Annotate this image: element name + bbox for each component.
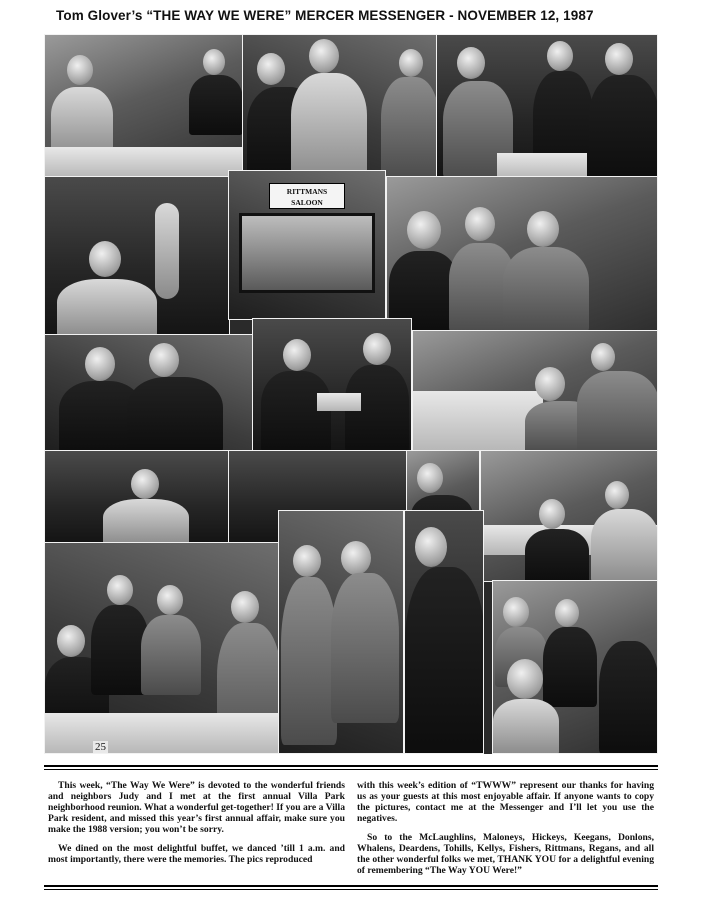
person-body xyxy=(591,509,658,582)
person-head xyxy=(231,591,259,623)
person-head xyxy=(591,343,615,371)
person-head xyxy=(457,47,485,79)
saloon-sign xyxy=(269,183,345,209)
papers xyxy=(317,393,361,411)
person-head xyxy=(417,463,443,493)
person-body xyxy=(57,279,157,336)
saloon-sign-line1: RITTMANS xyxy=(286,187,328,196)
person-head xyxy=(399,49,423,77)
article-column-left xyxy=(48,780,345,876)
photo-seated-group xyxy=(44,542,280,754)
table xyxy=(45,713,280,754)
divider-bottom-thin xyxy=(44,889,658,890)
photo-collage xyxy=(44,34,658,754)
photo-woman-waving xyxy=(44,176,230,336)
photo-two-men xyxy=(44,334,254,452)
person-body xyxy=(599,641,658,754)
photo-rittmans-saloon xyxy=(228,170,386,320)
person-head xyxy=(283,339,311,371)
person-body xyxy=(405,567,484,754)
person-body xyxy=(525,529,589,582)
article-paragraph: with this week’s edition of “TWWW” represent our thanks for having us as your guests at this most enjoyable affair. If anyone wants to copy the pictures, contact me at the Messenger and I’ll let you use the negatives. xyxy=(357,780,654,824)
person-head xyxy=(85,347,115,381)
person-body xyxy=(261,371,331,452)
photo-couple-dancing xyxy=(278,510,404,754)
person-head xyxy=(57,625,85,657)
photo-group-standing xyxy=(436,34,658,178)
person-body xyxy=(577,371,658,452)
article-body xyxy=(48,780,654,876)
person-head xyxy=(203,49,225,75)
person-body xyxy=(331,573,399,723)
bar-window xyxy=(239,213,375,293)
photo-dining-tables xyxy=(412,330,658,452)
person-body xyxy=(381,77,438,178)
person-head xyxy=(341,541,371,575)
person-head xyxy=(465,207,495,241)
person-head xyxy=(67,55,93,85)
article-paragraph: We dined on the most delightful buffet, we danced ’till 1 a.m. and most importantly, there were the memories. The pics reproduced xyxy=(48,843,345,865)
saloon-sign-line2: SALOON xyxy=(291,198,323,207)
person-head xyxy=(149,343,179,377)
divider-bottom xyxy=(44,885,658,887)
person-body xyxy=(141,615,201,695)
person-body xyxy=(493,699,559,754)
photo-banquet-crowd xyxy=(480,450,658,582)
page-header: Tom Glover’s “THE WAY WE WERE” MERCER MESSENGER - NOVEMBER 12, 1987 xyxy=(56,8,594,23)
photo-couple-greeting xyxy=(242,34,438,178)
person-head xyxy=(407,211,441,249)
table xyxy=(413,391,543,452)
person-body xyxy=(281,577,337,745)
person-head xyxy=(107,575,133,605)
person-head xyxy=(527,211,559,247)
person-head xyxy=(89,241,121,277)
person-head xyxy=(535,367,565,401)
photo-man-at-table xyxy=(44,450,230,544)
person-body xyxy=(103,499,189,544)
person-body xyxy=(189,75,243,135)
article-column-right xyxy=(357,780,654,876)
person-body xyxy=(543,627,597,707)
table xyxy=(45,147,244,178)
photo-women-at-table xyxy=(44,34,244,178)
person-head xyxy=(157,585,183,615)
person-arm xyxy=(155,203,179,299)
article-paragraph: This week, “The Way We Were” is devoted to the wonderful friends and neighbors Judy and I met at the first annual Villa Park neighborhood reunion. What a wonderful get-together! If you are a Villa Park resident, and missed this year’s first annual affair, make sure you make the 1988 version; you won’t be sorry. xyxy=(48,780,345,835)
person-head xyxy=(309,39,339,73)
photo-man-in-suit xyxy=(404,510,484,754)
photo-men-reading xyxy=(252,318,412,452)
photo-guests-seated xyxy=(492,580,658,754)
person-body xyxy=(589,75,658,178)
person-head xyxy=(605,481,629,509)
divider-top xyxy=(44,765,658,767)
person-head xyxy=(555,599,579,627)
person-head xyxy=(547,41,573,71)
table xyxy=(497,153,587,178)
person-head xyxy=(507,659,543,699)
article-paragraph: So to the McLaughlins, Maloneys, Hickeys, Keegans, Donlons, Whalens, Deardens, Tohills, Kellys, Fishers, Rittmans, Regans, and all the other wonderful folks we met, THANK YOU for a delightful evening of remembering “The Way YOU Were!” xyxy=(357,832,654,876)
table-number-card: 25 xyxy=(95,741,106,753)
person-head xyxy=(363,333,391,365)
photo-three-women xyxy=(386,176,658,332)
person-head xyxy=(415,527,447,567)
person-head xyxy=(503,597,529,627)
person-body xyxy=(127,377,223,452)
person-head xyxy=(257,53,285,85)
person-body xyxy=(503,247,589,332)
person-head xyxy=(605,43,633,75)
person-body xyxy=(291,73,367,178)
divider-top-thin xyxy=(44,769,658,770)
person-head xyxy=(293,545,321,577)
person-head xyxy=(131,469,159,499)
person-head xyxy=(539,499,565,529)
